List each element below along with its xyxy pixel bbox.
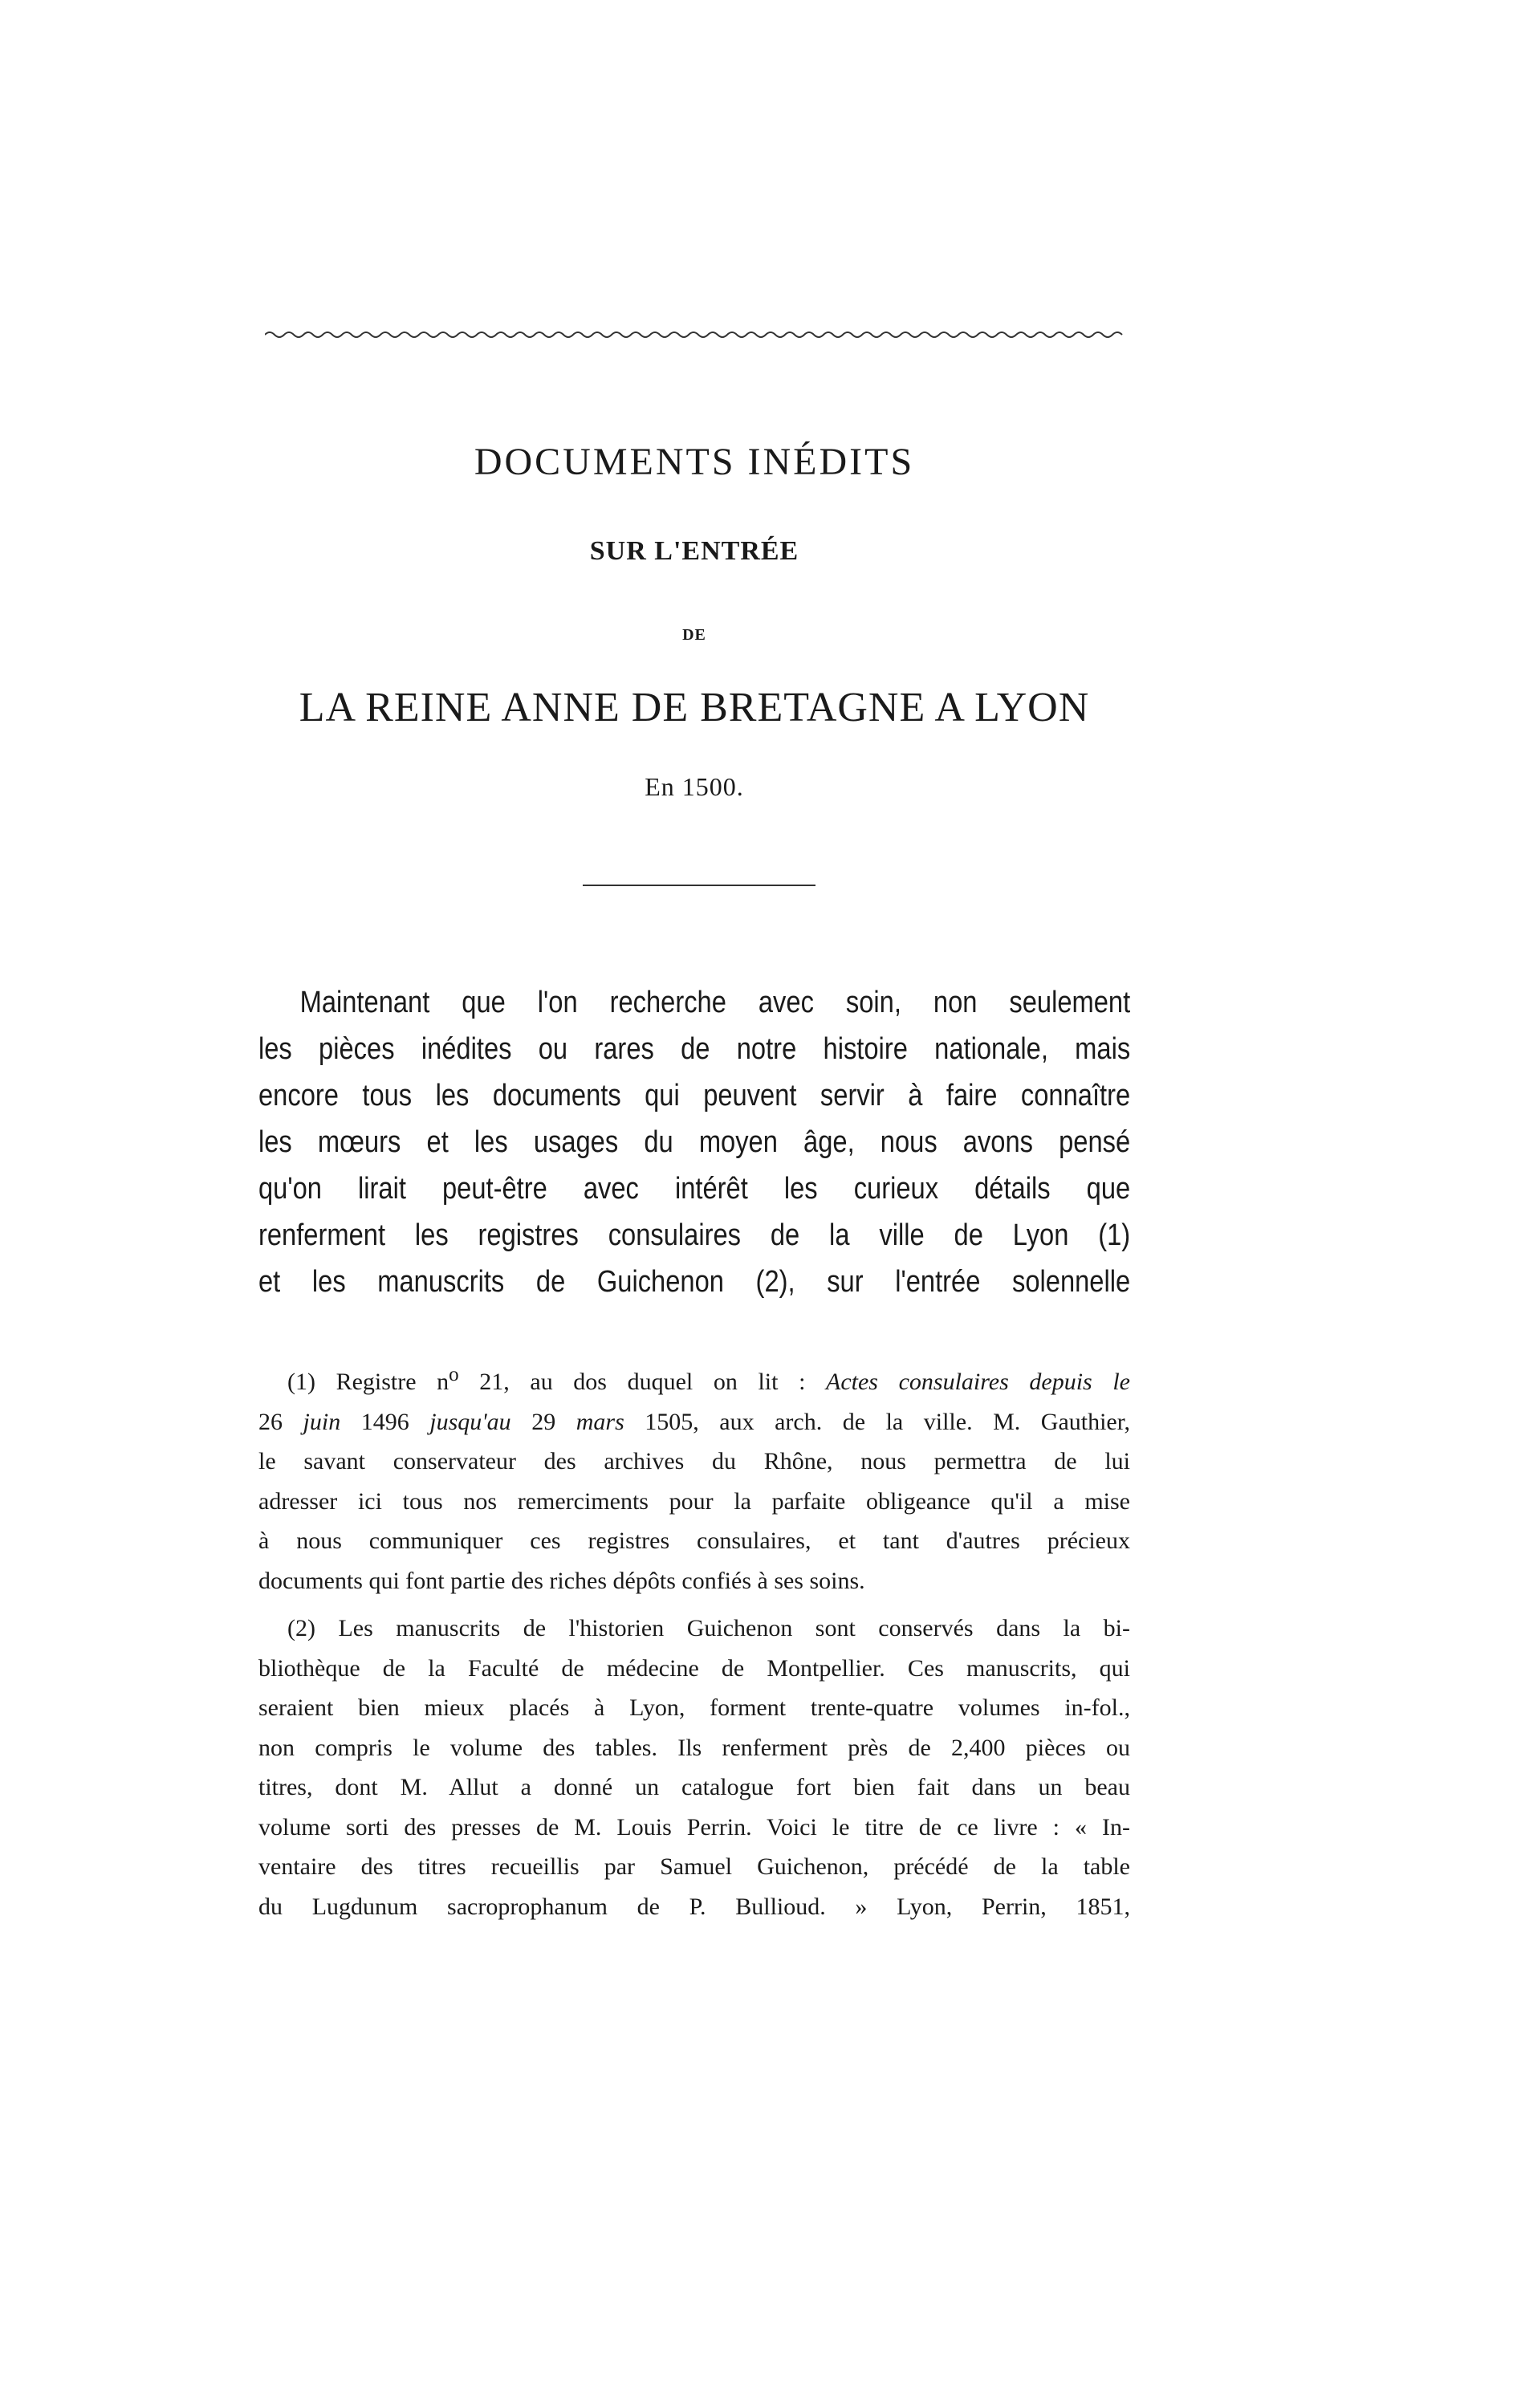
body-line: les mœurs et les usages du moyen âge, nous avons pensé [258,1125,1131,1159]
footnote-1-line: le savant conservateur des archives du Rhône, nous permettra de lui [258,1448,1130,1474]
title-divider [583,885,815,886]
footnote-2-line: non compris le volume des tables. Ils renferment près de 2,400 pièces ou [258,1734,1130,1761]
footnote-text: (1) Registre n [287,1369,449,1395]
footnote-text: 29 [510,1408,576,1435]
footnote-1-line: adresser ici tous nos remerciments pour la parfaite obligeance qu'il a mise [258,1487,1130,1515]
footnote-italic: Actes consulaires depuis le [826,1369,1130,1395]
footnote-text: 1505, aux arch. de la ville. M. Gauthier, [624,1408,1131,1435]
body-line: qu'on lirait peut-être avec intérêt les curieux détails que [258,1172,1131,1206]
title-la-reine-anne: LA REINE ANNE DE BRETAGNE A LYON [299,685,1090,730]
body-line: encore tous les documents qui peuvent servir à faire connaître [258,1079,1131,1112]
footnote-2-line: seraient bien mieux placés à Lyon, forment trente-quatre volumes in-fol., [258,1694,1130,1721]
footnote-2-line: du Lugdunum sacroprophanum de P. Bullioud. » Lyon, Perrin, 1851, [258,1893,1130,1920]
footnote-1-line [258,1355,1130,1402]
footnotes [258,1355,1130,1926]
footnote-1-line: à nous communiquer ces registres consulaires, et tant d'autres précieux [258,1527,1130,1554]
footnote-2-line: ventaire des titres recueillis par Samuel Guichenon, précédé de la table [258,1853,1130,1880]
footnote-italic: jusqu'au [429,1408,511,1435]
body-line: et les manuscrits de Guichenon (2), sur l'entrée solennelle [258,1265,1131,1299]
ornamental-wavy-rule [265,327,1124,342]
footnote-text: 1496 [340,1408,430,1435]
title-sur-lentree: SUR L'ENTRÉE [589,536,799,566]
footnote-1-line [258,1402,1130,1442]
footnote-superscript: o [449,1364,459,1385]
body-line: renferment les registres consulaires de la ville de Lyon (1) [258,1218,1131,1252]
footnote-italic: mars [576,1408,624,1435]
footnote-1-line: documents qui font partie des riches dépôts confiés à ses soins. [258,1567,865,1594]
title-documents-inedits: DOCUMENTS INÉDITS [474,441,915,483]
body-line: les pièces inédites ou rares de notre histoire nationale, mais [258,1032,1131,1066]
footnote-2-line: bliothèque de la Faculté de médecine de Montpellier. Ces manuscrits, qui [258,1654,1130,1682]
footnote-text: 21, au dos duquel on lit : [458,1369,827,1395]
footnote-italic: juin [303,1408,341,1435]
body-line: Maintenant que l'on recherche avec soin, non seulement [299,986,1131,1019]
footnote-2-line: (2) Les manuscrits de l'historien Guichenon sont conservés dans la bi- [287,1615,1130,1641]
footnote-2-line: volume sorti des presses de M. Louis Perrin. Voici le titre de ce livre : « In- [258,1813,1130,1841]
footnote-gap [258,1601,1130,1609]
title-year: En 1500. [645,772,744,801]
footnote-text: 26 [258,1408,303,1435]
body-paragraph [258,979,1131,1305]
title-de: DE [682,626,706,644]
footnote-2-line: titres, dont M. Allut a donné un catalogue fort bien fait dans un beau [258,1774,1130,1800]
